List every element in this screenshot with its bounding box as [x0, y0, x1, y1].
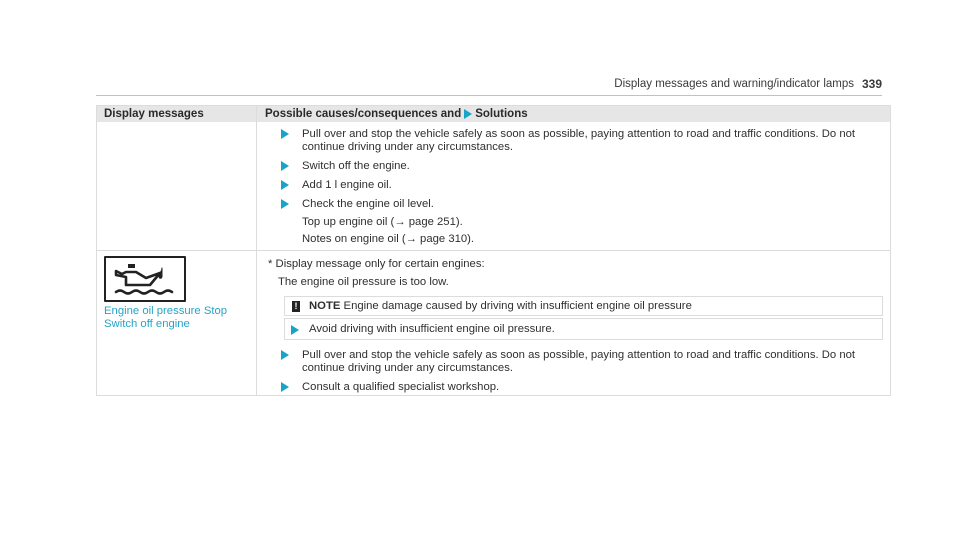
warning-label-line-2: Switch off engine	[104, 318, 190, 330]
table-header	[97, 106, 890, 122]
display-messages-table	[96, 105, 891, 396]
step-text: Pull over and stop the vehicle safely as soon as possible, paying attention to road and traffic conditions. Do not continue driving under any circumstances.	[302, 349, 856, 374]
col-header-display-messages: Display messages	[104, 108, 204, 120]
header-title: Display messages and warning/indicator lamps	[614, 78, 854, 90]
step-arrow-icon	[281, 129, 289, 139]
warning-label-line-1: Engine oil pressure Stop	[104, 305, 228, 317]
solution-arrow-icon	[464, 109, 472, 119]
step-arrow-icon	[281, 161, 289, 171]
step-arrow-icon	[291, 325, 299, 335]
note-content	[309, 300, 692, 313]
row-divider	[97, 250, 890, 251]
exclamation-icon: !	[292, 301, 300, 312]
step-text: Check the engine oil level.	[302, 198, 434, 210]
row1-step-4	[284, 198, 880, 211]
row2-step-2	[284, 381, 880, 394]
step-text: Consult a qualified specialist workshop.	[302, 381, 500, 393]
row1-ref-notes[interactable]: Notes on engine oil (→ page 310).	[302, 233, 475, 245]
row2-footnote: * Display message only for certain engines:	[268, 258, 485, 270]
note-step-text: Avoid driving with insufficient engine oil pressure.	[309, 323, 555, 335]
row2-step-1	[284, 349, 880, 375]
row1-step-2	[284, 160, 880, 173]
step-arrow-icon	[281, 350, 289, 360]
col-header-solutions-text: Solutions	[475, 108, 528, 120]
step-text: Switch off the engine.	[302, 160, 410, 172]
warning-message-label	[104, 305, 227, 331]
row1-step-1	[284, 128, 880, 154]
step-arrow-icon	[281, 382, 289, 392]
row1-step-3	[284, 179, 880, 192]
note-box	[284, 296, 883, 316]
step-text: Pull over and stop the vehicle safely as soon as possible, paying attention to road and traffic conditions. Do not continue driving under any circumstances.	[302, 128, 856, 153]
note-step-box	[284, 318, 883, 340]
note-text: Engine damage caused by driving with insufficient engine oil pressure	[343, 300, 692, 312]
engine-oil-pressure-icon	[104, 256, 186, 302]
note-title: NOTE	[309, 300, 341, 312]
step-text: Add 1 l engine oil.	[302, 179, 392, 191]
step-arrow-icon	[281, 199, 289, 209]
step-arrow-icon	[281, 180, 289, 190]
col-header-causes	[265, 108, 528, 120]
col-header-causes-text: Possible causes/consequences and	[265, 108, 462, 120]
row2-cause: The engine oil pressure is too low.	[278, 276, 449, 288]
row1-ref-top-up[interactable]: Top up engine oil (→ page 251).	[302, 216, 463, 228]
page-header	[96, 78, 882, 96]
page-number: 339	[861, 77, 882, 91]
